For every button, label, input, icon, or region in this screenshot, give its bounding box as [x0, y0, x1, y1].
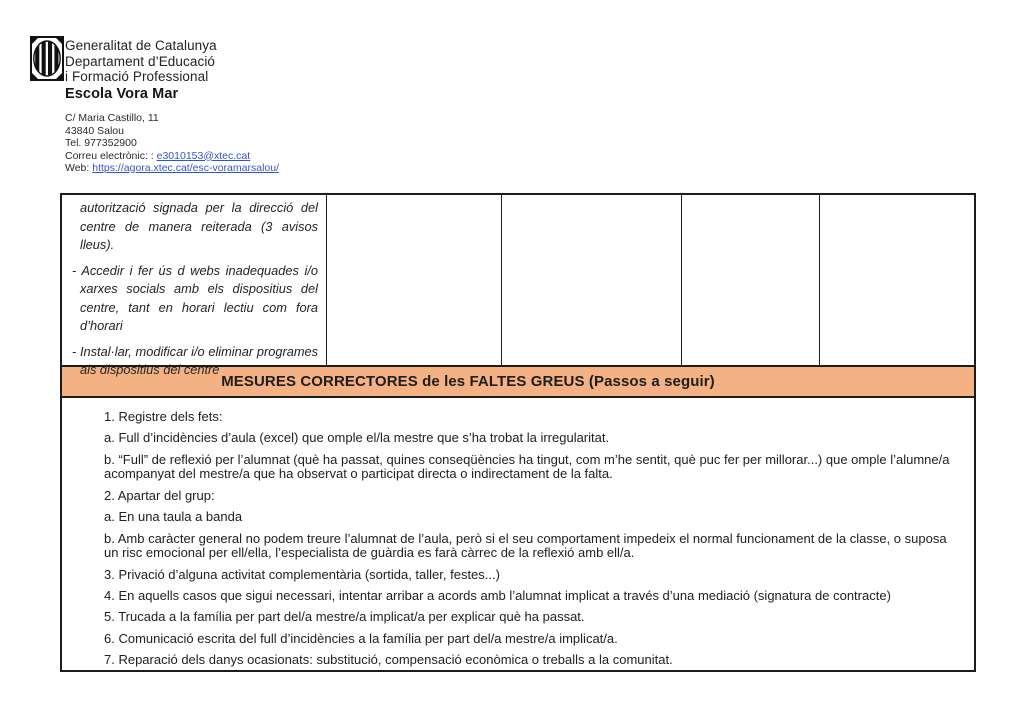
measure-item: 4. En aquells casos que sigui necessari, intentar arribar a acords amb l’alumnat implicat a través d’una mediació (signatura de contracte) — [104, 587, 891, 603]
letterhead-address-block — [65, 112, 279, 175]
measure-item: a. Full d’incidències d’aula (excel) que omple el/la mestre que s’ha trobat la irregularitat. — [104, 430, 610, 446]
address-city: 43840 Salou — [65, 124, 124, 137]
email-link[interactable]: e3010153@xtec.cat — [156, 149, 251, 162]
org-line-1: Generalitat de Catalunya — [65, 38, 217, 53]
measure-item: 1. Registre dels fets: — [104, 409, 223, 424]
empty-cell — [327, 195, 502, 365]
measure-item: 6. Comunicació escrita del full d’incidències a la família per part del/a mestre/a implicat/a. — [104, 630, 618, 646]
web-line — [65, 162, 279, 175]
measure-item: b. “Full” de reflexió per l’alumnat (què ha passat, quines conseqüències ha tingut, com m’he sentit, què puc fer per millorar...) que omple l’alumne/a acompanyat del mestre/a que ha observat o participat directa o indirectament de la falta. — [104, 451, 950, 482]
empty-cell — [502, 195, 682, 365]
org-line-3: i Formació Professional — [65, 69, 209, 84]
email-label: Correu electrònic: : — [65, 149, 154, 162]
address-phone: Tel. 977352900 — [65, 137, 137, 149]
measure-item: a. En una taula a banda — [104, 509, 243, 525]
faults-table — [60, 193, 976, 672]
empty-cell — [820, 195, 974, 365]
catalunya-coat-of-arms-icon — [30, 36, 64, 81]
measure-item: b. Amb caràcter general no podem treure l’alumnat de l’aula, però si el seu comportament impedeix el normal funcionament de la classe, o suposa un risc emocional per ell/ella, l’especialista de guàrdia es farà càrrec de la reflexió amb ell/a. — [104, 530, 947, 561]
letterhead-org-block — [65, 38, 217, 102]
fault-paragraph: autorització signada per la direcció del centre de manera reiterada (3 avisos lleus). — [80, 200, 318, 252]
section-banner-title: MESURES CORRECTORES de les FALTES GREUS (Passos a seguir) — [221, 373, 715, 390]
fault-paragraph: - Instal·lar, modificar i/o eliminar programes als dispositius del centre — [72, 343, 318, 377]
school-name: Escola Vora Mar — [65, 85, 179, 102]
address-street: C/ Maria Castillo, 11 — [65, 112, 159, 124]
measures-list-box — [60, 398, 976, 672]
faults-description-cell — [62, 195, 327, 377]
measure-item: 7. Reparació dels danys ocasionats: substitució, compensació econòmica o treballs a la comunitat. — [104, 652, 673, 668]
email-line — [65, 150, 279, 163]
web-link[interactable]: https://agora.xtec.cat/esc-voramarsalou/ — [92, 162, 279, 174]
measure-item: 5. Trucada a la família per part del/a mestre/a implicat/a per explicar què ha passat. — [104, 609, 585, 625]
fault-paragraph: - Accedir i fer ús d webs inadequades i/o xarxes socials amb els dispositius del centre, tant en horari lectiu com fora d’horari — [72, 262, 318, 333]
empty-cell — [682, 195, 820, 365]
measure-item: 3. Privació d’alguna activitat complementària (sortida, taller, festes...) — [104, 566, 500, 582]
org-line-2: Departament d’Educació — [65, 53, 216, 69]
measure-item: 2. Apartar del grup: — [104, 487, 215, 503]
faults-table-row — [60, 193, 976, 377]
web-label: Web: — [65, 162, 90, 174]
